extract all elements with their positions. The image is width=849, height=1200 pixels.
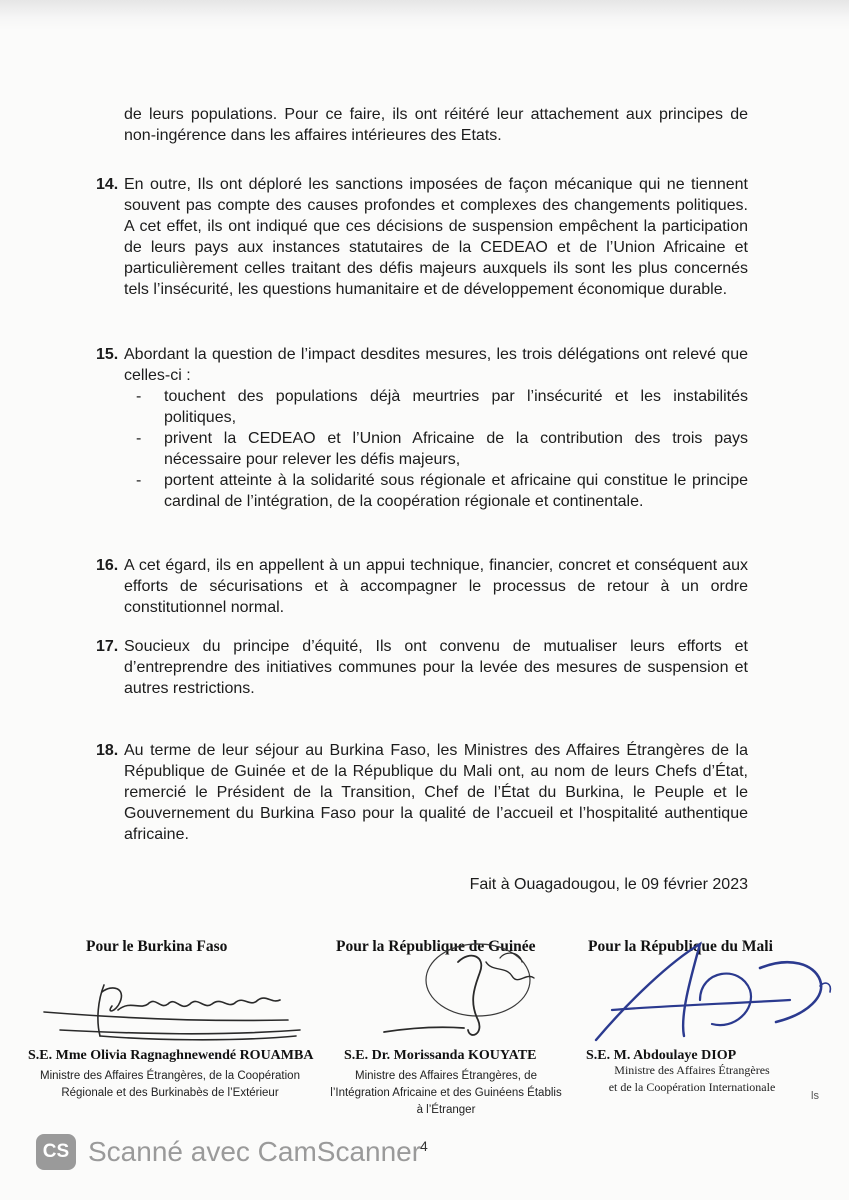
list-item — [136, 386, 748, 428]
signature-guinee — [384, 944, 534, 1035]
signature-mali — [596, 944, 830, 1040]
paragraph-17 — [96, 636, 748, 699]
paragraph-text: En outre, Ils ont déploré les sanctions imposées de façon mécanique qui ne tiennent souvent pas compte des causes profondes et complexes des changements politiques. A cet effet, ils ont indiqué que ces décisions de suspension empêchent la participation de leurs pays aux instances statutaires de la CEDEAO et de l’Union Africaine et particulièrement celles traitant des défis majeurs auxquels ils sont les plus concernés tels l’insécurité, les questions humanitaire et de développement économique durable. — [124, 176, 748, 298]
scanner-watermark: Scanné avec CamScanner — [88, 1136, 422, 1167]
signatory-title-mali: Pour la République du Mali — [588, 938, 773, 955]
signatory-name-burkina: S.E. Mme Olivia Ragnaghnewendé ROUAMBA — [28, 1048, 314, 1063]
role-line: à l’Étranger — [416, 1104, 476, 1116]
paragraph-number: 18. — [96, 742, 119, 759]
bullet-marker: - — [136, 430, 142, 447]
paragraph-number: 14. — [96, 176, 119, 193]
signatory-role-guinee — [320, 1068, 572, 1119]
role-line: l’Intégration Africaine et des Guinéens Établis — [330, 1087, 562, 1099]
role-line: Ministre des Affaires Étrangères, de la Coopération — [40, 1070, 300, 1082]
paragraph-number: 15. — [96, 346, 119, 363]
role-line: Régionale et des Burkinabès de l’Extérieur — [61, 1087, 279, 1099]
edge-mark: ls — [811, 1090, 819, 1102]
paragraph-number: 17. — [96, 638, 119, 655]
paragraph-18 — [96, 740, 748, 845]
date-place-line: Fait à Ouagadougou, le 09 février 2023 — [469, 876, 748, 893]
paragraph-15 — [96, 344, 748, 512]
list-item-text: privent la CEDEAO et l’Union Africaine de la contribution des trois pays nécessaire pour relever les défis majeurs, — [164, 430, 748, 468]
signatory-title-burkina: Pour le Burkina Faso — [86, 938, 228, 955]
list-item-text: touchent des populations déjà meurtries par l’insécurité et les instabilités politiques, — [164, 388, 748, 426]
bullet-marker: - — [136, 472, 142, 489]
list-item — [136, 428, 748, 470]
paragraph-text: Abordant la question de l’impact desdites mesures, les trois délégations ont relevé que celles-ci : — [124, 346, 748, 384]
paragraph-text: Soucieux du principe d’équité, Ils ont convenu de mutualiser leurs efforts et d’entreprendre des initiatives communes pour la levée des mesures de suspension et autres restrictions. — [124, 638, 748, 697]
paragraph-14 — [96, 174, 748, 300]
role-line: et de la Coopération Internationale — [608, 1080, 776, 1094]
paragraph-16 — [96, 555, 748, 618]
paragraph-number: 16. — [96, 557, 119, 574]
signatory-name-mali: S.E. M. Abdoulaye DIOP — [586, 1048, 737, 1063]
signatory-role-burkina — [20, 1068, 320, 1102]
signatory-name-guinee: S.E. Dr. Morissanda KOUYATE — [344, 1048, 537, 1063]
role-line: Ministre des Affaires Étrangères — [614, 1063, 770, 1077]
list-item — [136, 470, 748, 512]
signatory-title-guinee: Pour la République de Guinée — [336, 938, 536, 955]
paragraph-text: A cet égard, ils en appellent à un appui technique, financier, concret et conséquent aux efforts de sécurisations et à accompagner le processus de retour à un ordre constitutionnel normal. — [124, 557, 748, 616]
signatory-role-mali — [586, 1062, 798, 1096]
role-line: Ministre des Affaires Étrangères, de — [355, 1070, 537, 1082]
impact-list — [96, 386, 748, 512]
list-item-text: portent atteinte à la solidarité sous régionale et africaine qui constitue le principe cardinal de l’intégration, de la coopération régionale et continentale. — [164, 472, 748, 510]
bullet-marker: - — [136, 388, 142, 405]
continuation-paragraph: de leurs populations. Pour ce faire, ils ont réitéré leur attachement aux principes de non-ingérence dans les affaires intérieures des Etats. — [124, 106, 748, 144]
camscanner-logo-icon: CS — [36, 1134, 76, 1170]
paragraph-text: Au terme de leur séjour au Burkina Faso, les Ministres des Affaires Étrangères de la République de Guinée et de la République du Mali ont, au nom de leurs Chefs d’État, remercié le Président de la Transition, Chef de l’État du Burkina, le Peuple et le Gouvernement du Burkina Faso pour la qualité de l’accueil et l’hospitalité authentique africaine. — [124, 742, 748, 843]
page-number: 4 — [420, 1138, 428, 1154]
signature-burkina — [44, 985, 300, 1040]
